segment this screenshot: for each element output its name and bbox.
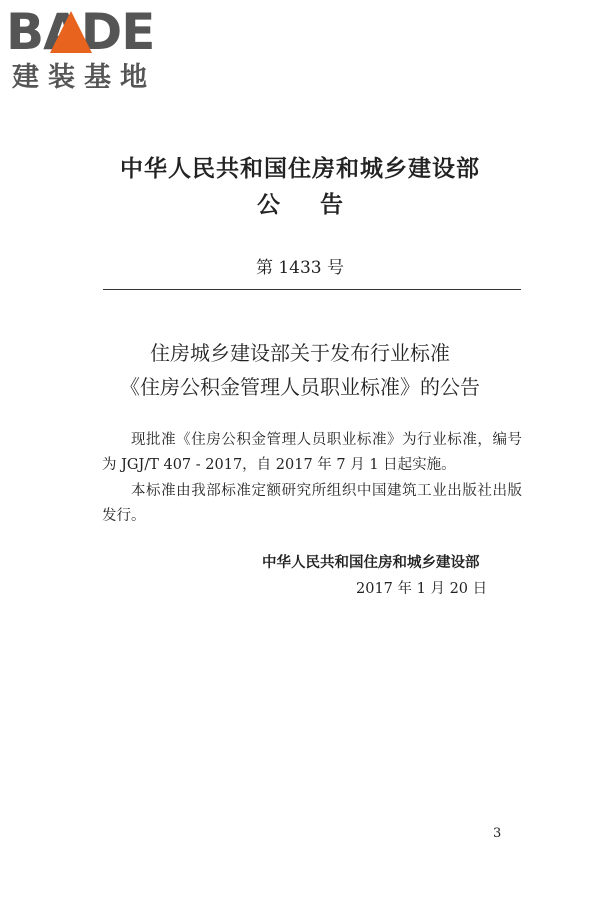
issue-date: 2017 年 1 月 20 日 (356, 581, 488, 597)
logo-accent-triangle (50, 11, 92, 53)
bade-logo (6, 4, 176, 94)
subtitle-line-2: 《住房公积金管理人员职业标准》的公告 (120, 375, 480, 399)
subtitle-line-1: 住房城乡建设部关于发布行业标准 (150, 341, 450, 365)
notice-title: 公告 (257, 191, 383, 218)
announcement-subtitle (0, 336, 600, 404)
issuer-signature: 中华人民共和国住房和城乡建设部 (262, 555, 480, 571)
ministry-title: 中华人民共和国住房和城乡建设部 (120, 155, 480, 182)
page-number: 3 (493, 826, 502, 841)
body-paragraph-1: 现批准《住房公积金管理人员职业标准》为行业标准，编号为 JGJ/T 407 - 2017，自 2017 年 7 月 1 日起实施。 (102, 432, 522, 473)
logo-subtext: 建装基地 (12, 62, 156, 93)
body-paragraph-2: 本标准由我部标准定额研究所组织中国建筑工业出版社出版发行。 (102, 483, 522, 524)
header-divider (103, 289, 521, 290)
logo-text: BADE (6, 3, 155, 61)
document-number: 第 1433 号 (255, 258, 345, 278)
